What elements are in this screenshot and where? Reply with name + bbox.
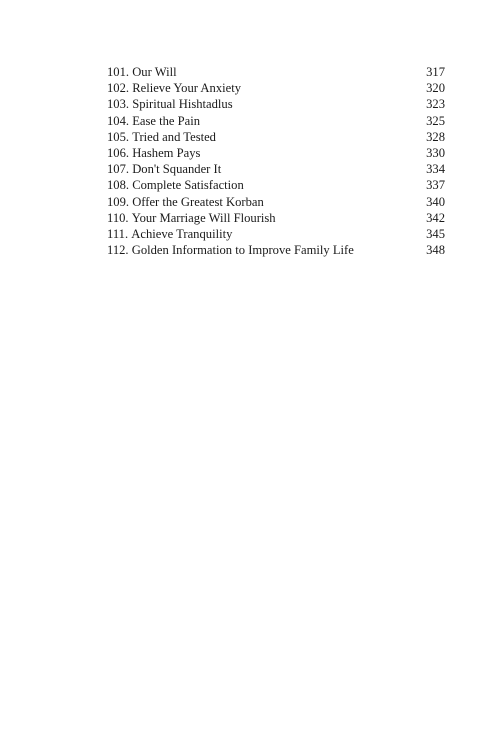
toc-entry (107, 129, 216, 145)
chapter-number: 107. (107, 162, 130, 177)
toc-entry (107, 96, 233, 112)
page-number: 340 (426, 194, 445, 209)
chapter-number: 104. (107, 113, 130, 128)
chapter-title: Your Marriage Will Flourish (131, 210, 276, 225)
page-number: 348 (426, 243, 445, 258)
toc-entry (107, 226, 232, 242)
toc-row (107, 129, 445, 145)
chapter-title: Spiritual Hishtadlus (132, 97, 233, 112)
toc-row (107, 64, 445, 80)
chapter-title: Offer the Greatest Korban (132, 194, 264, 209)
chapter-number: 109. (107, 194, 130, 209)
chapter-number: 112. (107, 243, 129, 258)
chapter-title: Our Will (132, 65, 177, 79)
chapter-title: Complete Satisfaction (132, 178, 244, 193)
chapter-title: Don't Squander It (132, 162, 222, 177)
toc-row (107, 113, 445, 129)
chapter-number: 103. (107, 97, 130, 112)
toc-row (107, 210, 445, 226)
table-of-contents (107, 64, 445, 258)
toc-entry (107, 177, 244, 193)
toc-row (107, 226, 445, 242)
chapter-number: 108. (107, 178, 130, 193)
page-number: 334 (426, 162, 445, 177)
chapter-title: Golden Information to Improve Family Life (131, 243, 354, 258)
page-number: 323 (426, 97, 445, 112)
toc-entry (107, 194, 264, 210)
chapter-title: Achieve Tranquility (131, 226, 233, 241)
toc-entry (107, 161, 221, 177)
chapter-title: Relieve Your Anxiety (132, 81, 241, 96)
chapter-title: Tried and Tested (132, 129, 216, 144)
page-number: 345 (426, 226, 445, 241)
page-number: 330 (426, 145, 445, 160)
toc-row (107, 177, 445, 193)
chapter-number: 106. (107, 145, 130, 160)
toc-entry (107, 64, 177, 80)
toc-entry (107, 80, 241, 96)
page-number: 342 (426, 210, 445, 225)
chapter-title: Hashem Pays (132, 145, 201, 160)
chapter-number: 101. (107, 65, 130, 79)
toc-entry (107, 210, 276, 226)
chapter-title: Ease the Pain (132, 113, 201, 128)
page-number: 320 (426, 81, 445, 96)
chapter-number: 105. (107, 129, 130, 144)
toc-row (107, 80, 445, 96)
toc-row (107, 242, 445, 258)
chapter-number: 110. (107, 210, 129, 225)
page-number: 337 (426, 178, 445, 193)
toc-row (107, 161, 445, 177)
chapter-number: 111. (107, 226, 129, 241)
chapter-number: 102. (107, 81, 130, 96)
toc-row (107, 96, 445, 112)
toc-row (107, 194, 445, 210)
toc-entry (107, 145, 200, 161)
toc-entry (107, 113, 200, 129)
toc-row (107, 145, 445, 161)
page-number: 325 (426, 113, 445, 128)
page-number: 317 (426, 65, 445, 79)
page-number: 328 (426, 129, 445, 144)
toc-entry (107, 242, 354, 258)
